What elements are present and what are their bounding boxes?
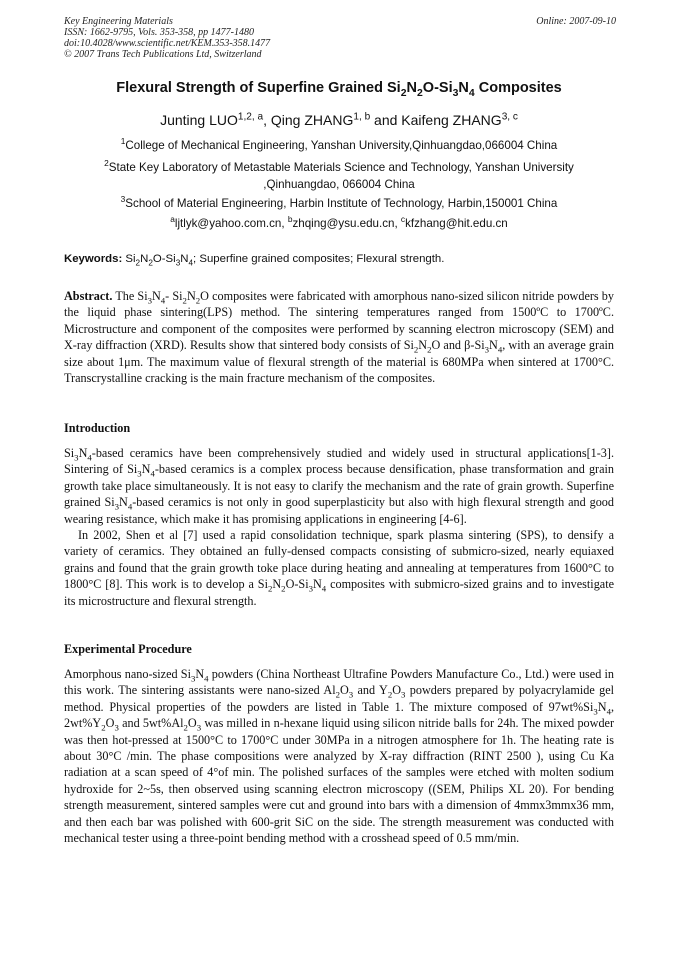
experimental-body: Amorphous nano-sized $Si_3N_4$ powders (China Northeast Ultrafine Powders Manufacture Co., Ltd.) were used in this work. The sintering assistants were nano-sized $Al_2O_3$ and $Y_2O_3$ powders prepared by polyacrylamide gel method. Physical properties of the powders are listed in Table 1. The mixture composed of $97wt\%Si_3N_4$, $2wt\%Y_2O_3$ and $5wt\%Al_2O_3$ was milled in n-hexane liquid using silicon nitride balls for 24h. The mixed powder was then hot-pressed at 1500°C to 1700°C under 30MPa in a nitrogen atmosphere for 1h. The heating rate is about 30°C /min. The phase compositions were analyzed by X-ray diffraction (RINT 2500 ), using Cu Ka radiation at a scan speed of 4°of min. The polished surfaces of the samples were etched with molten sodium hydroxide for 2~5s, then observed using scanning electron microscopy ((SEM, Philips XL 20). For bending strength measurement, sintered samples were cut and ground into bars with a dimension of 4mmx3mmx36 mm, and then each bar was polished with 600-grit SiC on the side. The strength measurement was conducted with mechanical tester using a three-point bending method with a crosshead speed of 0.5 mm/min. xyxy=(64,667,615,846)
doi-line: doi:10.4028/www.scientific.net/KEM.353-358.1477 xyxy=(64,38,271,49)
journal-name: Key Engineering Materials xyxy=(64,16,173,27)
affiliation-3: $^3$School of Material Engineering, Harbin Institute of Technology, Harbin,150001 China xyxy=(120,194,558,210)
abstract-paragraph: Abstract. The $Si_3N_4-$ $Si_2N_2O$ composites were fabricated with amorphous nano-sized silicon nitride powders by the liquid phase sintering(LPS) method. The sintering temperatures ranged from 1500ºC to 1700ºC. Microstructure and component of the composites were performed by scanning electron microscopy (SEM) and X-ray diffraction (XRD). Results show that sintered body consists of $Si_2N_2O$ and $\beta-Si_3N_4$, with an average grain size about 1μm. The maximum value of flexural strength of the material is 680MPa when sintered at 1700°C. Transcrystalline cracking is the main fracture mechanism of the composites. xyxy=(64,289,614,386)
abstract-label: Abstract. xyxy=(64,289,113,303)
email-list: $^a$ljtlyk@yahoo.com.cn, $^b$zhqing@ysu.edu.cn, $^c$kfzhang@hit.edu.cn xyxy=(170,214,508,230)
introduction-body: $Si_3N_4$-based ceramics have been comprehensively studied and widely used in structural applications[1-3]. Sintering of $Si_3N_4$-based ceramics is a complex process because densification, phase transformation and grain growth take place simultaneously. It is not easy to clarify the mechanism and the rate of grain growth. Superfine grained $Si_3N_4$-based ceramics is not only in good superplasticity but also with high flexural strength and good wearing resistance, which make it has promising applications in engineering [4-6]. In 2002, Shen et al [7] used a rapid consolidation technique, spark plasma sintering (SPS), to densify a variety of ceramics. They obtained an fully-densed compacts consisting of submicro-sized, nearly equiaxed grains and found that the grain growth toke place during heating and annealing at temperatures from 1600°C to 1800°C [8]. This work is to develop a $Si_2N_2O-Si_3N_4$ composites with submicro-sized grains and to investigate its microstructure and flexural strength. xyxy=(64,446,614,608)
affiliation-1: $^1$College of Mechanical Engineering, Yanshan University,Qinhuangdao,066004 China xyxy=(120,136,558,152)
author-name: and Kaifeng ZHANG xyxy=(370,112,502,128)
author-name: , Qing ZHANG xyxy=(263,112,354,128)
affiliation-2: $^2$State Key Laboratory of Metastable Materials Science and Technology, Yanshan University ,Qinhuangdao, 066004 China xyxy=(104,158,574,191)
section-heading-introduction: Introduction xyxy=(64,421,131,435)
online-date: Online: 2007-09-10 xyxy=(536,16,616,27)
copyright-line: © 2007 Trans Tech Publications Ltd, Switzerland xyxy=(64,49,262,60)
author-list: Junting LUO$^{1,2, a}$, Qing ZHANG$^{1, b}$ and Kaifeng ZHANG$^{3, c}$ xyxy=(160,111,518,128)
author-name: Junting LUO xyxy=(160,112,238,128)
issn-line: ISSN: 1662-9795, Vols. 353-358, pp 1477-1480 xyxy=(64,27,254,38)
keywords-label: Keywords: xyxy=(64,253,123,265)
section-heading-experimental: Experimental Procedure xyxy=(64,642,192,656)
journal-header xyxy=(64,16,270,60)
paper-title: Flexural Strength of Superfine Grained $Si_2N_2O-Si_3N_4$ Composites xyxy=(116,80,562,99)
keywords: Keywords: $Si_2N_2O-Si_3N_4$; Superfine grained composites; Flexural strength. xyxy=(64,253,445,268)
